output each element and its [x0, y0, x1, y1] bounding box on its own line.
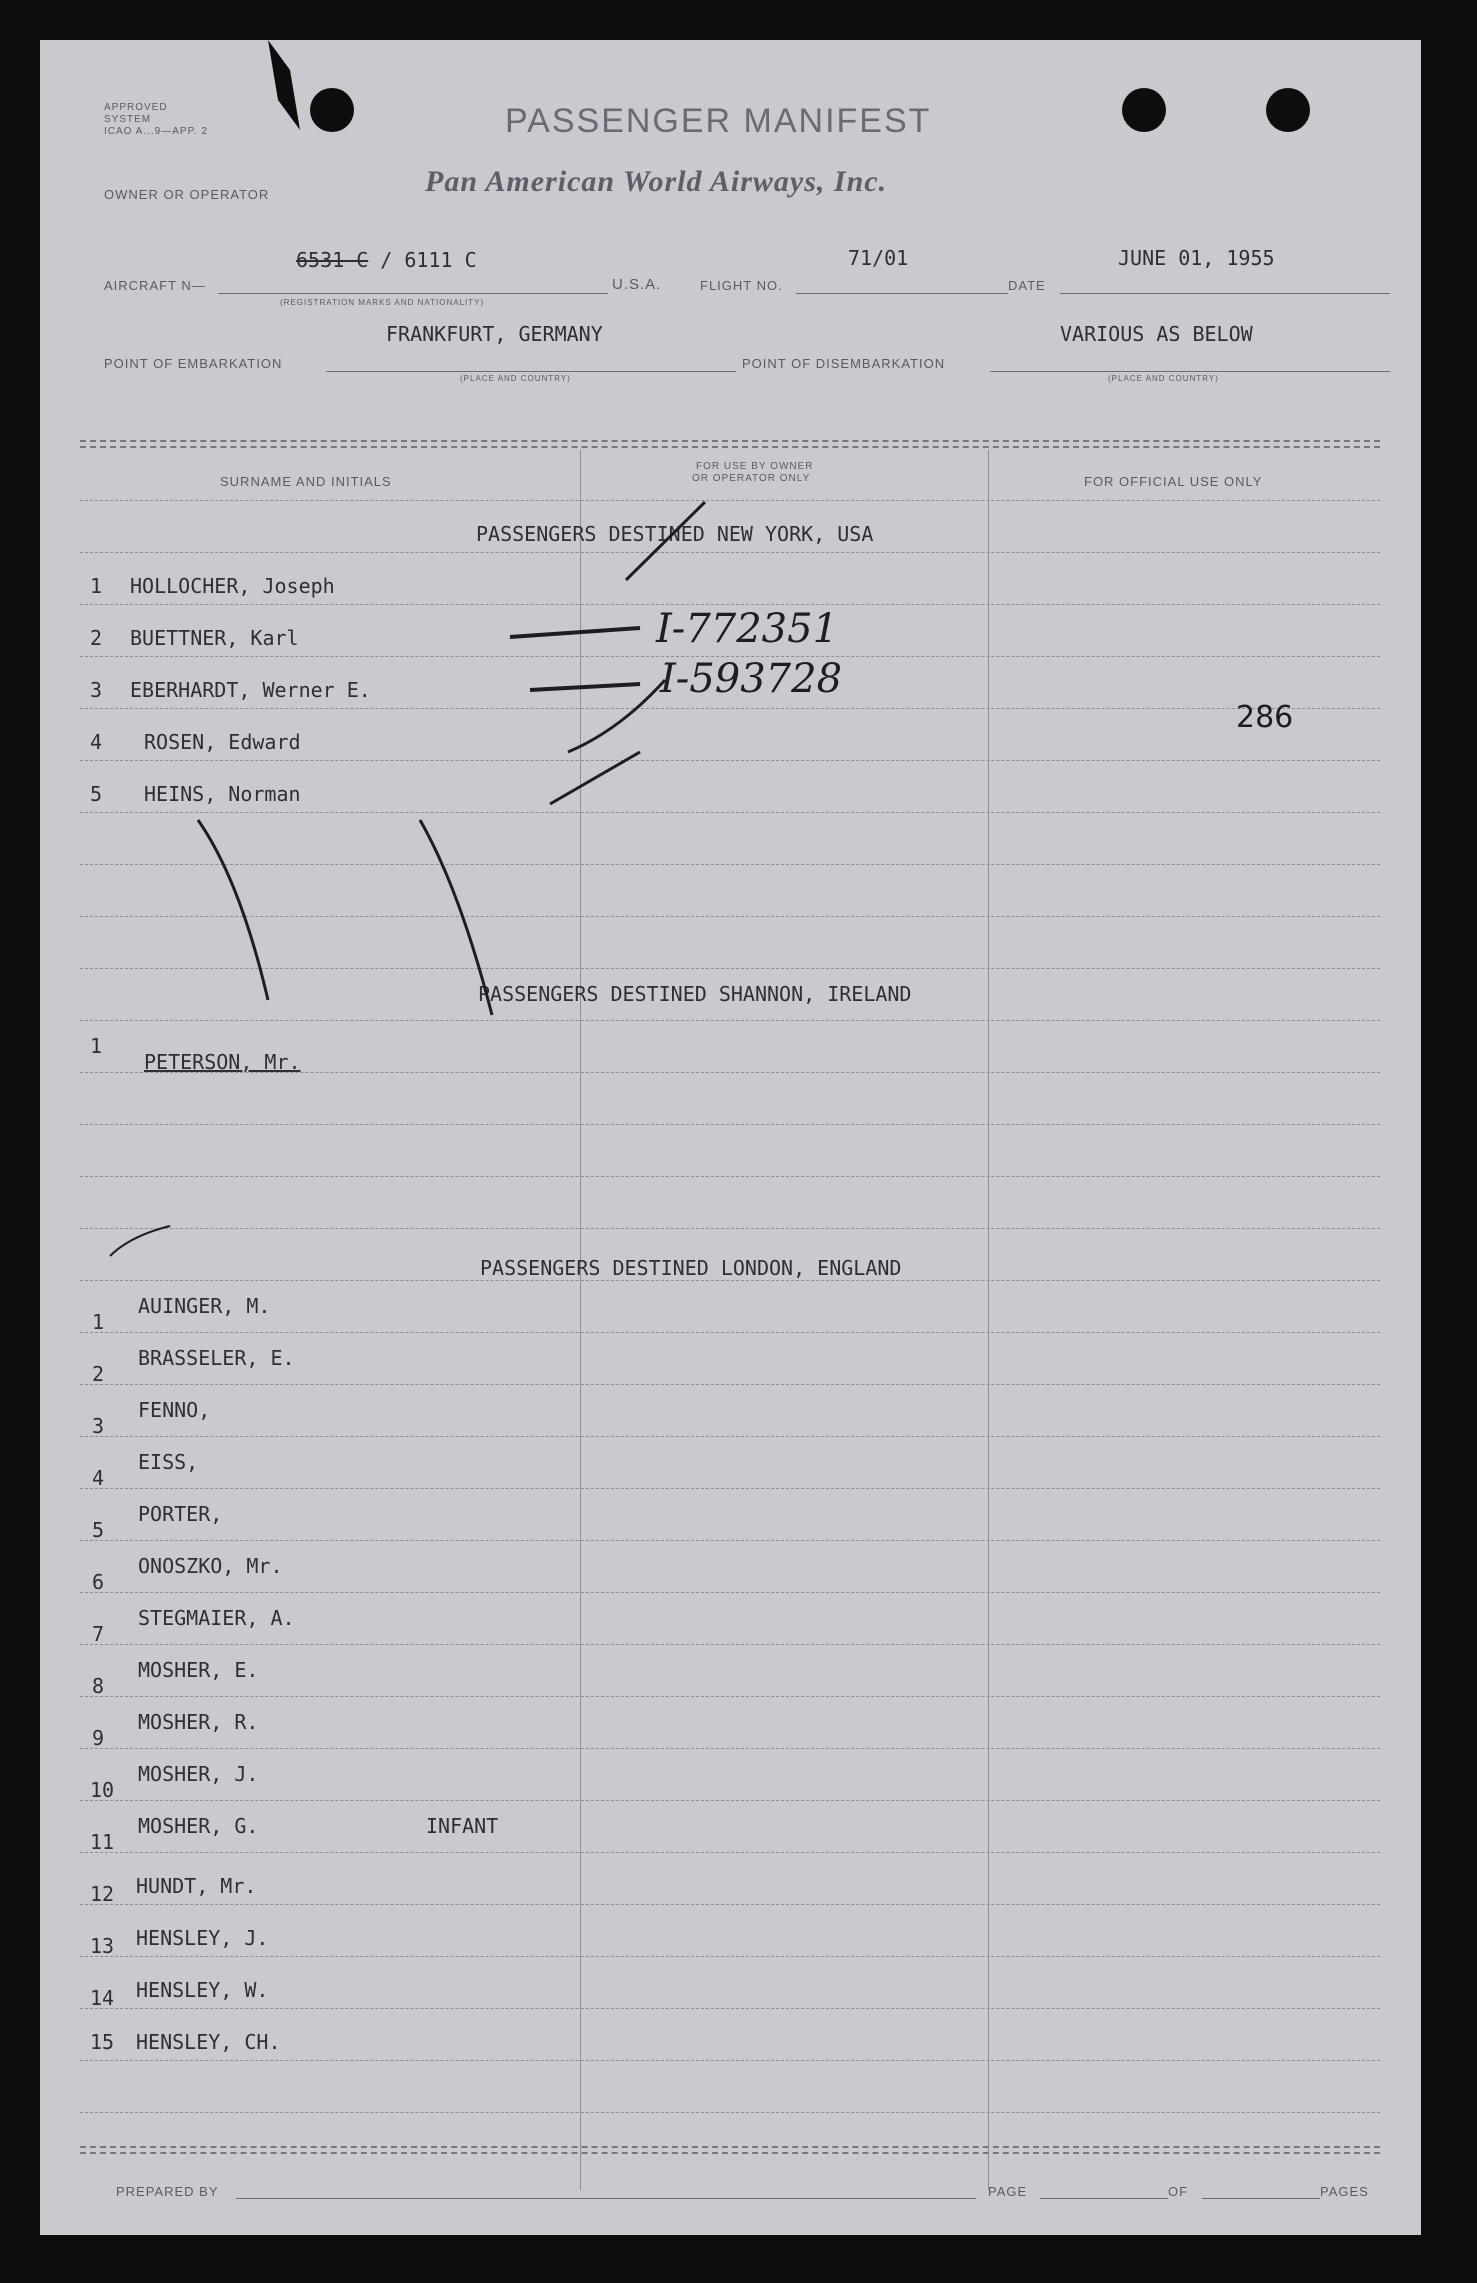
- disembark-sub: (PLACE AND COUNTRY): [1108, 374, 1219, 383]
- usa-label: U.S.A.: [612, 276, 662, 293]
- row-number: 5: [90, 782, 103, 806]
- aircraft-current: / 6111 C: [380, 248, 477, 272]
- col-owner-header-2: OR OPERATOR ONLY: [692, 473, 811, 484]
- disembark-label: POINT OF DISEMBARKATION: [742, 356, 946, 371]
- passenger-name: MOSHER, J.: [138, 1762, 259, 1786]
- row-number: 14: [90, 1986, 115, 2010]
- flight-number: 71/01: [848, 246, 909, 270]
- col-owner-header: FOR USE BY OWNER: [696, 461, 814, 472]
- date-label: DATE: [1008, 278, 1046, 293]
- embark-sub: (PLACE AND COUNTRY): [460, 374, 571, 383]
- approval-line: APPROVED: [104, 102, 168, 113]
- page-title: PASSENGER MANIFEST: [505, 102, 932, 140]
- passenger-name: MOSHER, G.: [138, 1814, 259, 1838]
- passenger-name: HOLLOCHER, Joseph: [130, 574, 335, 598]
- passenger-name: EISS,: [138, 1450, 199, 1474]
- passenger-name: EBERHARDT, Werner E.: [130, 678, 371, 702]
- row-number: 5: [92, 1518, 105, 1542]
- prepared-by-label: PREPARED BY: [116, 2184, 219, 2199]
- row-number: 7: [92, 1622, 105, 1646]
- row-number: 8: [92, 1674, 105, 1698]
- row-number: 12: [90, 1882, 115, 1906]
- disembark-value: VARIOUS AS BELOW: [1060, 322, 1253, 346]
- owner-label: OWNER OR OPERATOR: [104, 187, 270, 202]
- row-number: 1: [92, 1310, 105, 1334]
- aircraft-struck: 6531 C: [296, 248, 369, 272]
- handwritten-doc-2: I-593728: [660, 656, 843, 702]
- row-number: 3: [90, 678, 103, 702]
- row-number: 2: [90, 626, 103, 650]
- passenger-name: HENSLEY, CH.: [136, 2030, 281, 2054]
- approval-line: ICAO A...9—APP. 2: [104, 126, 209, 137]
- pen-marks: [40, 40, 1421, 2235]
- passenger-name: PETERSON, Mr.: [144, 1050, 301, 1074]
- passenger-name: ROSEN, Edward: [144, 730, 301, 754]
- row-number: 15: [90, 2030, 115, 2054]
- aircraft-label: AIRCRAFT N—: [104, 278, 206, 293]
- section-heading-london: PASSENGERS DESTINED LONDON, ENGLAND: [480, 1256, 902, 1280]
- passenger-name: BRASSELER, E.: [138, 1346, 295, 1370]
- handwritten-doc-1: I-772351: [656, 606, 839, 652]
- passenger-name: FENNO,: [138, 1398, 211, 1422]
- section-heading-new-york: PASSENGERS DESTINED NEW YORK, USA: [476, 522, 874, 546]
- row-number: 6: [92, 1570, 105, 1594]
- passenger-name: HUNDT, Mr.: [136, 1874, 257, 1898]
- page-label: PAGE: [988, 2184, 1028, 2199]
- passenger-name: AUINGER, M.: [138, 1294, 271, 1318]
- row-number: 10: [90, 1778, 115, 1802]
- passenger-name: HEINS, Norman: [144, 782, 301, 806]
- passenger-name: PORTER,: [138, 1502, 223, 1526]
- aircraft-sub: (REGISTRATION MARKS AND NATIONALITY): [280, 298, 485, 307]
- passenger-name: STEGMAIER, A.: [138, 1606, 295, 1630]
- section-heading-shannon: PASSENGERS DESTINED SHANNON, IRELAND: [478, 982, 912, 1006]
- flight-label: FLIGHT NO.: [700, 278, 783, 293]
- passenger-name: ONOSZKO, Mr.: [138, 1554, 283, 1578]
- col-surname-header: SURNAME AND INITIALS: [220, 474, 392, 489]
- official-number: 286: [1236, 700, 1294, 735]
- row-number: 4: [92, 1466, 105, 1490]
- flight-date: JUNE 01, 1955: [1118, 246, 1275, 270]
- passenger-name: BUETTNER, Karl: [130, 626, 299, 650]
- col-official-header: FOR OFFICIAL USE ONLY: [1084, 474, 1263, 489]
- approval-line: SYSTEM: [104, 114, 152, 125]
- embark-value: FRANKFURT, GERMANY: [386, 322, 603, 346]
- row-number: 1: [90, 574, 103, 598]
- row-number: 9: [92, 1726, 105, 1750]
- row-number: 1: [90, 1034, 103, 1058]
- row-number: 13: [90, 1934, 115, 1958]
- passenger-name: MOSHER, E.: [138, 1658, 259, 1682]
- row-number: 3: [92, 1414, 105, 1438]
- row-number: 4: [90, 730, 103, 754]
- manifest-sheet: [40, 40, 1421, 2235]
- row-number: 11: [90, 1830, 115, 1854]
- embark-label: POINT OF EMBARKATION: [104, 356, 283, 371]
- passenger-name: HENSLEY, J.: [136, 1926, 269, 1950]
- airline-name: Pan American World Airways, Inc.: [425, 165, 888, 198]
- passenger-name: MOSHER, R.: [138, 1710, 259, 1734]
- pages-label: PAGES: [1320, 2184, 1369, 2199]
- passenger-note: INFANT: [426, 1814, 499, 1838]
- row-number: 2: [92, 1362, 105, 1386]
- passenger-name: HENSLEY, W.: [136, 1978, 269, 2002]
- of-label: OF: [1168, 2184, 1189, 2199]
